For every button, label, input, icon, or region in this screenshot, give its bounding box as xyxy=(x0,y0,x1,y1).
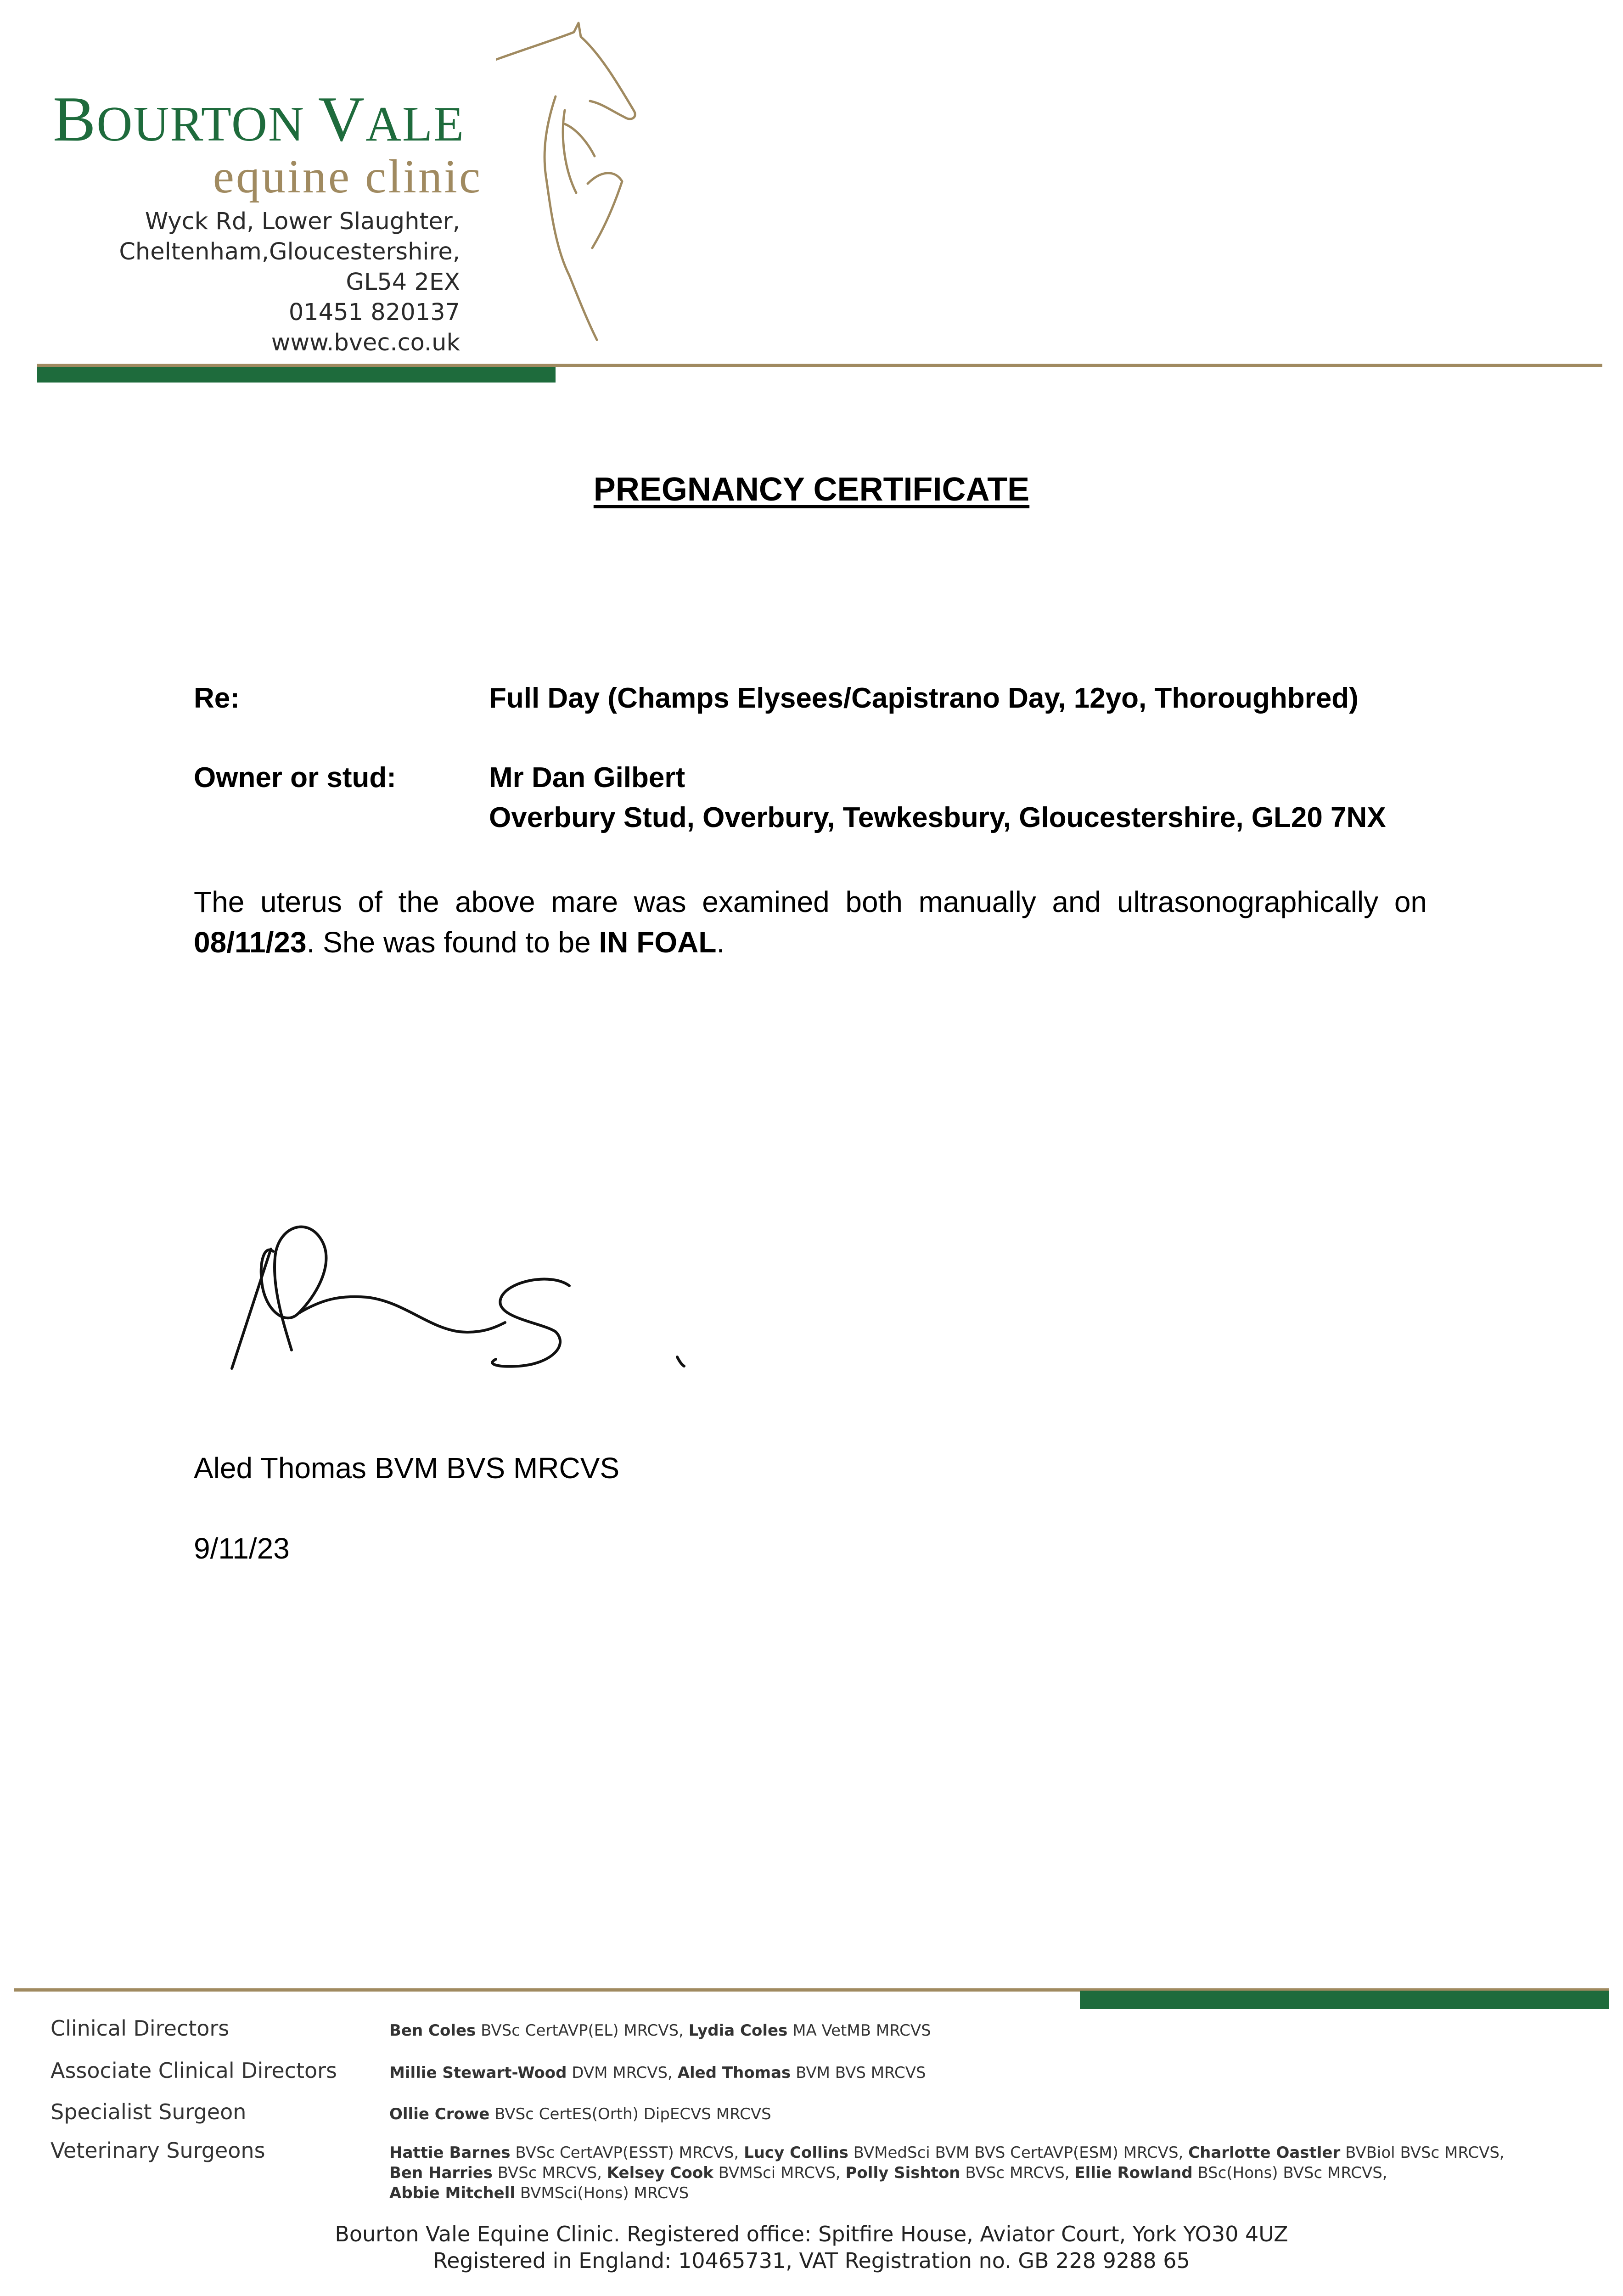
footer-label-veterinary-surgeons: Veterinary Surgeons xyxy=(51,2138,265,2163)
footer-rule-green xyxy=(1080,1991,1609,2009)
header-rule-green xyxy=(37,367,556,383)
address-website: www.bvec.co.uk xyxy=(271,329,460,356)
footer-veterinary-surgeons: Hattie Barnes BVSc CertAVP(ESST) MRCVS, Lucy Collins BVMedSci BVM BVS CertAVP(ESM) MRCVS, Charlotte Oastler BVBiol BVSc MRCVS, Ben Harries BVSc MRCVS, Kelsey Cook BVMSci MRCVS, Polly Sishton BVSc MRCVS, Ellie Rowland BSc(Hons) BVSc MRCVS, Abbie Mitchell BVMSci(Hons) MRCVS xyxy=(389,2144,1505,2202)
exam-paragraph: The uterus of the above mare was examined both manually and ultrasonographically on 08/11/23. She was found to be IN FOAL. xyxy=(194,885,1427,959)
re-value: Full Day (Champs Elysees/Capistrano Day, 12yo, Thoroughbred) xyxy=(489,682,1359,714)
certificate-title: PREGNANCY CERTIFICATE xyxy=(593,471,1030,508)
footer-label-clinical-directors: Clinical Directors xyxy=(51,2016,230,2041)
address-line: GL54 2EX xyxy=(346,269,460,296)
registration-numbers-line: Registered in England: 10465731, VAT Registration no. GB 228 9288 65 xyxy=(433,2248,1190,2273)
owner-label: Owner or stud: xyxy=(194,762,396,793)
clinic-address xyxy=(37,207,460,358)
footer-label-specialist-surgeon: Specialist Surgeon xyxy=(51,2099,247,2124)
header-rule-gold xyxy=(37,364,1602,367)
brand-subtitle: equine clinic xyxy=(213,150,482,203)
address-phone: 01451 820137 xyxy=(288,299,460,326)
signer-name: Aled Thomas BVM BVS MRCVS xyxy=(194,1452,620,1485)
footer-specialist-surgeon: Ollie Crowe BVSc CertES(Orth) DipECVS MRCVS xyxy=(389,2105,771,2123)
horse-head-icon xyxy=(496,18,643,358)
address-line: Wyck Rd, Lower Slaughter, xyxy=(145,208,460,235)
owner-name: Mr Dan Gilbert xyxy=(489,762,685,793)
signature-date: 9/11/23 xyxy=(194,1532,290,1565)
exam-result: IN FOAL xyxy=(599,926,717,959)
footer-associate-directors: Millie Stewart-Wood DVM MRCVS, Aled Thomas BVM BVS MRCVS xyxy=(389,2064,926,2082)
brand-name: BOURTON VALE xyxy=(53,84,465,155)
signature xyxy=(220,1194,725,1387)
re-label: Re: xyxy=(194,682,240,714)
exam-date: 08/11/23 xyxy=(194,926,307,959)
footer-clinical-directors: Ben Coles BVSc CertAVP(EL) MRCVS, Lydia Coles MA VetMB MRCVS xyxy=(389,2021,931,2040)
registered-office-line: Bourton Vale Equine Clinic. Registered office: Spitfire House, Aviator Court, York YO30 4UZ xyxy=(335,2222,1288,2246)
address-line: Cheltenham,Gloucestershire, xyxy=(119,238,460,265)
footer-label-associate-directors: Associate Clinical Directors xyxy=(51,2058,337,2083)
letterhead-logo xyxy=(37,18,611,367)
owner-address: Overbury Stud, Overbury, Tewkesbury, Gloucestershire, GL20 7NX xyxy=(489,802,1386,833)
